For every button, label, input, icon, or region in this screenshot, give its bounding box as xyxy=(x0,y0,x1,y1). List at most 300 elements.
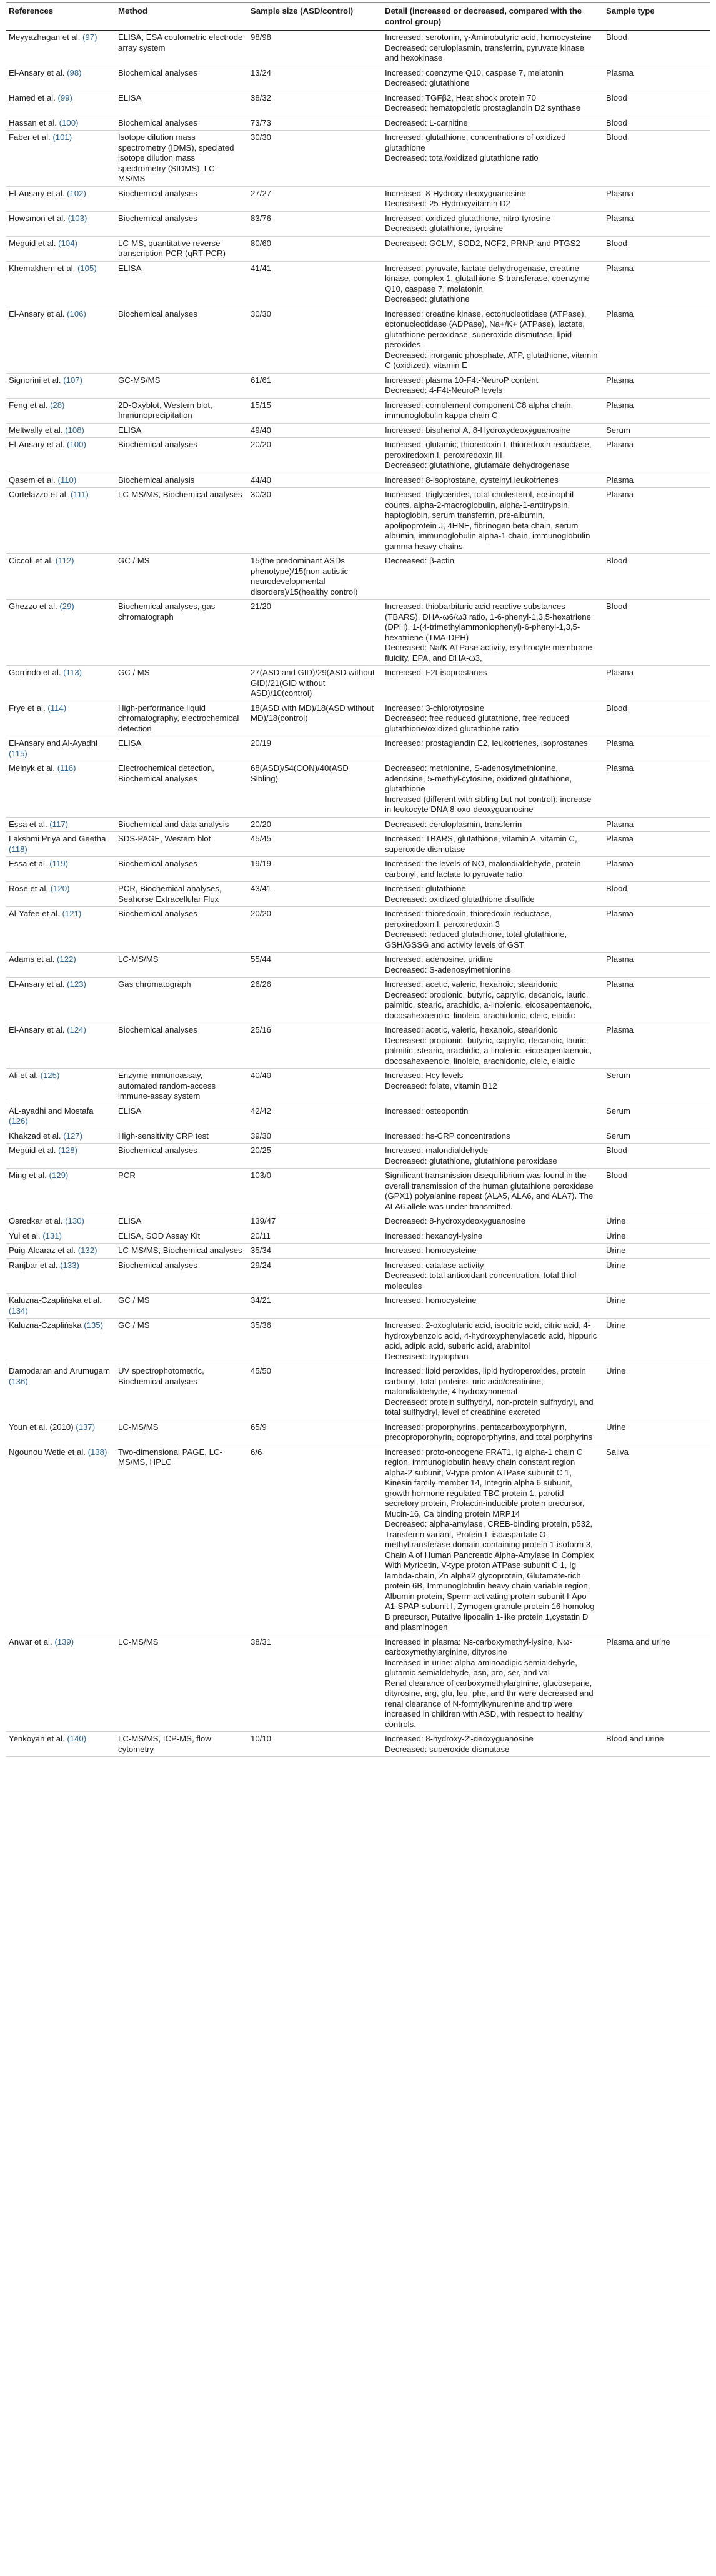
detail-line: Increased: plasma 10-F4t-NeuroP content xyxy=(385,375,539,385)
cell-sample-size: 103/0 xyxy=(248,1169,382,1214)
cell-reference xyxy=(6,907,116,953)
header-sample-type: Sample type xyxy=(604,3,710,31)
cell-sample-size: 20/20 xyxy=(248,907,382,953)
table-row xyxy=(6,736,710,761)
cell-sample-size: 65/9 xyxy=(248,1420,382,1445)
table-row xyxy=(6,1169,710,1214)
cell-sample-type: Blood xyxy=(604,236,710,261)
cell-detail xyxy=(382,1069,604,1104)
table-row xyxy=(6,1732,710,1757)
cell-sample-size: 35/36 xyxy=(248,1319,382,1364)
cell-method: GC / MS xyxy=(116,1319,248,1364)
cell-sample-type: Plasma and urine xyxy=(604,1635,710,1732)
reference-link[interactable]: (133) xyxy=(60,1260,79,1270)
reference-link[interactable]: (137) xyxy=(76,1422,96,1432)
cell-method: Biochemical analyses xyxy=(116,116,248,131)
detail-line: Decreased: glutathione xyxy=(385,294,470,304)
cell-sample-type: Serum xyxy=(604,1104,710,1129)
detail-line: Increased: TGFβ2, Heat shock protein 70 xyxy=(385,92,536,102)
detail-line: Decreased: Na/K ATPase activity, erythrocyte membrane fluidity, EPA, and DHA-ω3, xyxy=(385,643,592,663)
cell-reference xyxy=(6,261,116,307)
cell-method: GC-MS/MS xyxy=(116,373,248,398)
cell-reference xyxy=(6,91,116,116)
reference-link[interactable]: (28) xyxy=(49,400,65,410)
cell-reference xyxy=(6,1023,116,1069)
detail-line: Increased: prostaglandin E2, leukotrienes, isoprostanes xyxy=(385,738,588,748)
cell-sample-type: Plasma xyxy=(604,761,710,818)
reference-author: Ngounou Wetie et al. xyxy=(9,1447,88,1457)
reference-author: Khemakhem et al. xyxy=(9,263,77,273)
cell-method: LC-MS/MS, Biochemical analyses xyxy=(116,488,248,554)
detail-line: Increased: TBARS, glutathione, vitamin A, vitamin C, superoxide dismutase xyxy=(385,834,577,854)
cell-reference xyxy=(6,857,116,882)
detail-line: Increased: serotonin, γ-Aminobutyric acid, homocysteine xyxy=(385,32,592,42)
reference-author: Howsmon et al. xyxy=(9,213,68,223)
cell-method: GC / MS xyxy=(116,1294,248,1319)
cell-sample-type: Blood xyxy=(604,31,710,66)
detail-line: Increased: catalase activity xyxy=(385,1260,484,1270)
cell-reference xyxy=(6,554,116,600)
table-row xyxy=(6,953,710,978)
cell-method: ELISA xyxy=(116,423,248,438)
cell-detail xyxy=(382,1445,604,1635)
reference-link[interactable]: (123) xyxy=(67,979,86,989)
reference-author: Essa et al. xyxy=(9,819,50,829)
table-row xyxy=(6,554,710,600)
cell-sample-size: 43/41 xyxy=(248,882,382,907)
table-row xyxy=(6,832,710,857)
reference-link[interactable]: (112) xyxy=(55,556,74,565)
cell-sample-type: Plasma xyxy=(604,211,710,236)
cell-detail xyxy=(382,1023,604,1069)
table-row xyxy=(6,761,710,818)
header-references: References xyxy=(6,3,116,31)
cell-sample-type: Blood xyxy=(604,1144,710,1169)
cell-method: ELISA, ESA coulometric electrode array system xyxy=(116,31,248,66)
detail-line: Decreased: protein sulfhydryl, non-protein sulfhydryl, and total sulfhydryl, level of creatinine excreted xyxy=(385,1397,594,1417)
detail-line: Increased: thioredoxin, thioredoxin reductase, peroxiredoxin I, peroxiredoxin 3 xyxy=(385,909,552,929)
reference-link[interactable]: (135) xyxy=(84,1320,104,1330)
reference-link[interactable]: (127) xyxy=(63,1131,83,1141)
cell-sample-type: Plasma xyxy=(604,736,710,761)
detail-line: Decreased: inorganic phosphate, ATP, glutathione, vitamin C (oxidized), vitamin E xyxy=(385,350,598,370)
cell-method: Biochemical analyses xyxy=(116,1023,248,1069)
table-row xyxy=(6,1069,710,1104)
table-row xyxy=(6,1144,710,1169)
cell-method: Biochemical analyses xyxy=(116,857,248,882)
reference-link[interactable]: (128) xyxy=(58,1146,77,1155)
reference-link[interactable]: (108) xyxy=(65,425,84,435)
cell-reference xyxy=(6,832,116,857)
table-row xyxy=(6,236,710,261)
header-method: Method xyxy=(116,3,248,31)
cell-detail xyxy=(382,373,604,398)
detail-line: Increased: coenzyme Q10, caspase 7, melatonin xyxy=(385,67,564,77)
reference-link[interactable]: (113) xyxy=(63,668,82,677)
detail-line: Renal clearance of carboxymethylarginine, glucosepane, dityrosine, arg, glu, leu, phe, and thr were decreased and renal clearance of N-formylkynurenine and trp were increased in children with ASD, with respect to healthy controls. xyxy=(385,1678,594,1729)
cell-sample-type: Blood and urine xyxy=(604,1732,710,1757)
table-row xyxy=(6,1445,710,1635)
reference-link[interactable]: (118) xyxy=(9,844,27,854)
reference-link[interactable]: (116) xyxy=(57,763,76,773)
cell-method: SDS-PAGE, Western blot xyxy=(116,832,248,857)
reference-author: El-Ansary et al. xyxy=(9,1025,67,1034)
cell-detail xyxy=(382,66,604,91)
cell-sample-size: 42/42 xyxy=(248,1104,382,1129)
table-row xyxy=(6,882,710,907)
table-row xyxy=(6,373,710,398)
cell-sample-size: 20/19 xyxy=(248,736,382,761)
detail-line: Increased: homocysteine xyxy=(385,1295,477,1305)
cell-sample-type: Plasma xyxy=(604,488,710,554)
reference-link[interactable]: (99) xyxy=(57,92,72,102)
reference-author: Feng et al. xyxy=(9,400,50,410)
cell-method: Biochemical analyses xyxy=(116,307,248,373)
cell-detail xyxy=(382,488,604,554)
cell-sample-type: Plasma xyxy=(604,186,710,211)
cell-sample-type: Plasma xyxy=(604,832,710,857)
cell-sample-size: 10/10 xyxy=(248,1732,382,1757)
reference-author: Lakshmi Priya and Geetha xyxy=(9,834,106,843)
reference-link[interactable]: (124) xyxy=(67,1025,86,1034)
table-row xyxy=(6,817,710,832)
table-header xyxy=(6,3,710,31)
table-row xyxy=(6,701,710,736)
reference-author: Meguid et al. xyxy=(9,238,59,248)
table-row xyxy=(6,261,710,307)
cell-method: 2D-Oxyblot, Western blot, Immunoprecipitation xyxy=(116,398,248,423)
cell-sample-size: 35/34 xyxy=(248,1244,382,1259)
cell-reference xyxy=(6,1258,116,1294)
cell-detail xyxy=(382,131,604,187)
cell-sample-type: Urine xyxy=(604,1364,710,1420)
cell-sample-type: Urine xyxy=(604,1294,710,1319)
cell-detail xyxy=(382,116,604,131)
cell-reference xyxy=(6,131,116,187)
detail-line: Decreased: hematopoietic prostaglandin D2 synthase xyxy=(385,103,581,112)
table-row xyxy=(6,423,710,438)
cell-reference xyxy=(6,1420,116,1445)
reference-author: El-Ansary et al. xyxy=(9,309,67,319)
header-detail: Detail (increased or decreased, compared with the control group) xyxy=(382,3,604,31)
reference-author: El-Ansary et al. xyxy=(9,440,67,449)
cell-detail xyxy=(382,91,604,116)
reference-author: Osredkar et al. xyxy=(9,1216,66,1226)
cell-method: Biochemical analyses xyxy=(116,907,248,953)
detail-line: Increased: glutathione xyxy=(385,884,466,893)
cell-detail xyxy=(382,1420,604,1445)
cell-reference xyxy=(6,666,116,701)
table-row xyxy=(6,907,710,953)
cell-detail xyxy=(382,1364,604,1420)
cell-method: LC-MS/MS, ICP-MS, flow cytometry xyxy=(116,1732,248,1757)
cell-detail xyxy=(382,832,604,857)
detail-line: Increased: osteopontin xyxy=(385,1106,469,1116)
detail-line: Increased: adenosine, uridine xyxy=(385,954,494,964)
cell-reference xyxy=(6,307,116,373)
reference-link[interactable]: (114) xyxy=(47,703,67,713)
table-row xyxy=(6,211,710,236)
cell-sample-size: 61/61 xyxy=(248,373,382,398)
reference-link[interactable]: (136) xyxy=(9,1376,28,1386)
detail-line: Increased: 2-oxoglutaric acid, isocitric acid, citric acid, 4-hydroxybenzoic acid, 4-hydroxyphenylacetic acid, hippuric acid, adipic acid, suberic acid, arabinitol xyxy=(385,1320,597,1350)
cell-sample-type: Urine xyxy=(604,1319,710,1364)
detail-line: Increased: lipid peroxides, lipid hydroperoxides, protein carbonyl, total proteins, uric acid/creatinine, malondialdehyde, 4-hydroxynonenal xyxy=(385,1366,586,1396)
cell-method: LC-MS/MS xyxy=(116,1635,248,1732)
cell-reference xyxy=(6,953,116,978)
detail-line: Increased: the levels of NO, malondialdehyde, protein carbonyl, and lactate to pyruvate ratio xyxy=(385,859,581,879)
reference-author: Rose et al. xyxy=(9,884,51,893)
reference-link[interactable]: (100) xyxy=(59,117,79,127)
reference-author: Meltwally et al. xyxy=(9,425,66,435)
table-row xyxy=(6,1214,710,1229)
cell-method: Biochemical analyses xyxy=(116,66,248,91)
reference-link[interactable]: (102) xyxy=(67,188,86,198)
cell-method: Isotope dilution mass spectrometry (IDMS), speciated isotope dilution mass spectrometry (SIDMS), LC-MS/MS xyxy=(116,131,248,187)
cell-method: GC / MS xyxy=(116,666,248,701)
table-row xyxy=(6,398,710,423)
reference-link[interactable]: (126) xyxy=(9,1116,28,1126)
table-row xyxy=(6,600,710,666)
table-row xyxy=(6,186,710,211)
table-row xyxy=(6,31,710,66)
cell-detail xyxy=(382,211,604,236)
reference-link[interactable]: (103) xyxy=(67,213,87,223)
cell-reference xyxy=(6,1445,116,1635)
cell-sample-size: 30/30 xyxy=(248,307,382,373)
cell-method: Biochemical analysis xyxy=(116,473,248,488)
reference-link[interactable]: (119) xyxy=(49,859,69,868)
detail-line: Increased: 8-hydroxy-2'-deoxyguanosine xyxy=(385,1734,534,1743)
reference-link[interactable]: (131) xyxy=(42,1231,62,1241)
cell-reference xyxy=(6,600,116,666)
cell-method: ELISA xyxy=(116,1104,248,1129)
reference-link[interactable]: (106) xyxy=(67,309,86,319)
cell-detail xyxy=(382,1129,604,1144)
reference-author: Qasem et al. xyxy=(9,475,58,485)
detail-line: Significant transmission disequilibrium was found in the overall transmission of the human glutathione peroxidase (GPX1) polyalanine repeat (ALA5, ALA6, and ALA7). The ALA6 allele was under-transmitted. xyxy=(385,1171,594,1211)
reference-author: Ghezzo et al. xyxy=(9,602,60,611)
cell-sample-type: Plasma xyxy=(604,438,710,473)
cell-detail xyxy=(382,554,604,600)
cell-reference xyxy=(6,978,116,1023)
cell-sample-size: 20/25 xyxy=(248,1144,382,1169)
detail-line: Increased: oxidized glutathione, nitro-tyrosine xyxy=(385,213,551,223)
reference-author: Ranjbar et al. xyxy=(9,1260,61,1270)
detail-line: Decreased: GCLM, SOD2, NCF2, PRNP, and PTGS2 xyxy=(385,238,580,248)
table-row xyxy=(6,116,710,131)
cell-sample-type: Blood xyxy=(604,116,710,131)
cell-sample-type: Urine xyxy=(604,1229,710,1244)
cell-sample-type: Plasma xyxy=(604,473,710,488)
detail-line: Decreased: glutathione, tyrosine xyxy=(385,224,504,233)
cell-reference xyxy=(6,1244,116,1259)
cell-sample-size: 68(ASD)/54(CON)/40(ASD Sibling) xyxy=(248,761,382,818)
cell-reference xyxy=(6,488,116,554)
reference-link[interactable]: (140) xyxy=(67,1734,87,1743)
cell-detail xyxy=(382,857,604,882)
cell-sample-size: 44/40 xyxy=(248,473,382,488)
cell-reference xyxy=(6,438,116,473)
header-row xyxy=(6,3,710,31)
header-sample-size: Sample size (ASD/control) xyxy=(248,3,382,31)
reference-link[interactable]: (132) xyxy=(77,1246,97,1255)
cell-detail xyxy=(382,666,604,701)
reference-author: Yui et al. xyxy=(9,1231,43,1241)
detail-line: Decreased: superoxide dismutase xyxy=(385,1744,510,1754)
reference-link[interactable]: (97) xyxy=(82,32,97,42)
reference-link[interactable]: (122) xyxy=(56,954,76,964)
cell-sample-size: 21/20 xyxy=(248,600,382,666)
cell-method: Biochemical analyses xyxy=(116,186,248,211)
reference-link[interactable]: (110) xyxy=(57,475,77,485)
cell-sample-size: 15/15 xyxy=(248,398,382,423)
cell-detail xyxy=(382,600,604,666)
cell-sample-type: Plasma xyxy=(604,307,710,373)
reference-link[interactable]: (115) xyxy=(9,748,27,758)
reference-author: Frye et al. xyxy=(9,703,48,713)
detail-line: Decreased: reduced glutathione, total glutathione, GSH/GSSG and activity levels of GST xyxy=(385,929,567,949)
table-row xyxy=(6,857,710,882)
reference-link[interactable]: (120) xyxy=(50,884,70,893)
cell-sample-size: 139/47 xyxy=(248,1214,382,1229)
cell-reference xyxy=(6,398,116,423)
table-row xyxy=(6,1319,710,1364)
reference-link[interactable]: (125) xyxy=(40,1071,60,1080)
cell-sample-type: Plasma xyxy=(604,907,710,953)
cell-detail xyxy=(382,701,604,736)
cell-detail xyxy=(382,978,604,1023)
cell-sample-type: Plasma xyxy=(604,373,710,398)
cell-method: PCR, Biochemical analyses, Seahorse Extracellular Flux xyxy=(116,882,248,907)
reference-link[interactable]: (138) xyxy=(87,1447,107,1457)
detail-line: Increased: acetic, valeric, hexanoic, stearidonic xyxy=(385,979,558,989)
table-row xyxy=(6,438,710,473)
detail-line: Increased (different with sibling but not control): increase in leukocyte DNA 8-oxo-deoxyguanosine xyxy=(385,794,592,814)
cell-sample-type: Plasma xyxy=(604,666,710,701)
cell-sample-type: Plasma xyxy=(604,953,710,978)
cell-sample-size: 20/20 xyxy=(248,817,382,832)
cell-detail xyxy=(382,307,604,373)
reference-link[interactable]: (139) xyxy=(54,1637,74,1647)
cell-method: Biochemical analyses xyxy=(116,438,248,473)
reference-author: El-Ansary and Al-Ayadhi xyxy=(9,738,97,748)
detail-line: Increased: hs-CRP concentrations xyxy=(385,1131,510,1141)
reference-author: Hassan et al. xyxy=(9,117,59,127)
table-row xyxy=(6,1244,710,1259)
reference-link[interactable]: (105) xyxy=(77,263,97,273)
cell-detail xyxy=(382,1732,604,1757)
reference-link[interactable]: (104) xyxy=(58,238,77,248)
cell-reference xyxy=(6,817,116,832)
table-row xyxy=(6,666,710,701)
reference-link[interactable]: (130) xyxy=(65,1216,84,1226)
reference-author: AL-ayadhi and Mostafa xyxy=(9,1106,94,1116)
reference-link[interactable]: (134) xyxy=(9,1305,28,1315)
cell-sample-type: Serum xyxy=(604,423,710,438)
reference-author: Khakzad et al. xyxy=(9,1131,64,1141)
cell-sample-size: 20/20 xyxy=(248,438,382,473)
cell-detail xyxy=(382,473,604,488)
reference-author: Al-Yafee et al. xyxy=(9,909,62,918)
cell-sample-type: Plasma xyxy=(604,261,710,307)
cell-method: High-sensitivity CRP test xyxy=(116,1129,248,1144)
cell-method: Biochemical and data analysis xyxy=(116,817,248,832)
cell-detail xyxy=(382,761,604,818)
cell-sample-type: Blood xyxy=(604,600,710,666)
detail-line: Increased: glutathione, concentrations of oxidized glutathione xyxy=(385,132,566,152)
cell-sample-size: 20/11 xyxy=(248,1229,382,1244)
cell-sample-type: Plasma xyxy=(604,978,710,1023)
detail-line: Increased: 8-isoprostane, cysteinyl leukotrienes xyxy=(385,475,559,485)
cell-sample-type: Plasma xyxy=(604,398,710,423)
detail-line: Increased: glutamic, thioredoxin I, thioredoxin reductase, peroxiredoxin I, peroxiredoxin III xyxy=(385,440,592,460)
cell-reference xyxy=(6,701,116,736)
cell-sample-size: 38/32 xyxy=(248,91,382,116)
cell-reference xyxy=(6,1732,116,1757)
detail-line: Decreased: total antioxidant concentration, total thiol molecules xyxy=(385,1271,577,1290)
cell-sample-size: 83/76 xyxy=(248,211,382,236)
detail-line: Increased: proporphyrins, pentacarboxyporphyrin, precoproporphyrin, coproporphyrins, and total porphyrins xyxy=(385,1422,593,1442)
cell-detail xyxy=(382,31,604,66)
detail-line: Decreased: S-adenosylmethionine xyxy=(385,964,511,974)
reference-author: El-Ansary et al. xyxy=(9,979,67,989)
reference-link[interactable]: (100) xyxy=(67,440,86,449)
cell-sample-size: 80/60 xyxy=(248,236,382,261)
cell-method: ELISA xyxy=(116,91,248,116)
cell-detail xyxy=(382,1104,604,1129)
reference-author: Faber et al. xyxy=(9,132,53,142)
cell-detail xyxy=(382,236,604,261)
cell-reference xyxy=(6,236,116,261)
detail-line: Increased: proto-oncogene FRAT1, Ig alpha-1 chain C region, immunoglobulin heavy chain constant region alpha-2 subunit, V-type proton ATPase subunit C 1, Kinesin family member 14, Integrin alpha 6 subunit, growth hormone regulated TBC protein 1, parotid secretory protein, Prolactin-inducible protein precursor, Mucin-16, Ca binding protein MRP14 xyxy=(385,1447,585,1518)
cell-sample-size: 41/41 xyxy=(248,261,382,307)
reference-author: Cortelazzo et al. xyxy=(9,490,71,499)
table-row xyxy=(6,1420,710,1445)
cell-sample-type: Plasma xyxy=(604,817,710,832)
cell-method: ELISA xyxy=(116,1214,248,1229)
detail-line: Increased: complement component C8 alpha chain, immunoglobulin kappa chain C xyxy=(385,400,574,420)
reference-link[interactable]: (29) xyxy=(59,602,74,611)
cell-reference xyxy=(6,1635,116,1732)
cell-method: Biochemical analyses xyxy=(116,1144,248,1169)
reference-link[interactable]: (121) xyxy=(62,909,82,918)
cell-sample-size: 26/26 xyxy=(248,978,382,1023)
cell-detail xyxy=(382,882,604,907)
cell-method: PCR xyxy=(116,1169,248,1214)
cell-sample-type: Urine xyxy=(604,1258,710,1294)
reference-link[interactable]: (107) xyxy=(63,375,83,385)
cell-sample-type: Saliva xyxy=(604,1445,710,1635)
reference-link[interactable]: (117) xyxy=(49,819,69,829)
reference-author: Adams et al. xyxy=(9,954,57,964)
reference-link[interactable]: (129) xyxy=(49,1171,69,1180)
cell-detail xyxy=(382,1244,604,1259)
cell-method: Electrochemical detection, Biochemical analyses xyxy=(116,761,248,818)
cell-detail xyxy=(382,438,604,473)
reference-link[interactable]: (111) xyxy=(70,490,89,499)
cell-method: LC-MS/MS xyxy=(116,953,248,978)
reference-link[interactable]: (101) xyxy=(52,132,72,142)
table-row xyxy=(6,978,710,1023)
reference-link[interactable]: (98) xyxy=(67,67,82,77)
table-row xyxy=(6,1294,710,1319)
cell-method: ELISA xyxy=(116,736,248,761)
cell-reference xyxy=(6,1214,116,1229)
detail-line: Increased: F2t-isoprostanes xyxy=(385,668,487,677)
detail-line: Decreased: β-actin xyxy=(385,556,454,565)
cell-method: LC-MS/MS, Biochemical analyses xyxy=(116,1244,248,1259)
